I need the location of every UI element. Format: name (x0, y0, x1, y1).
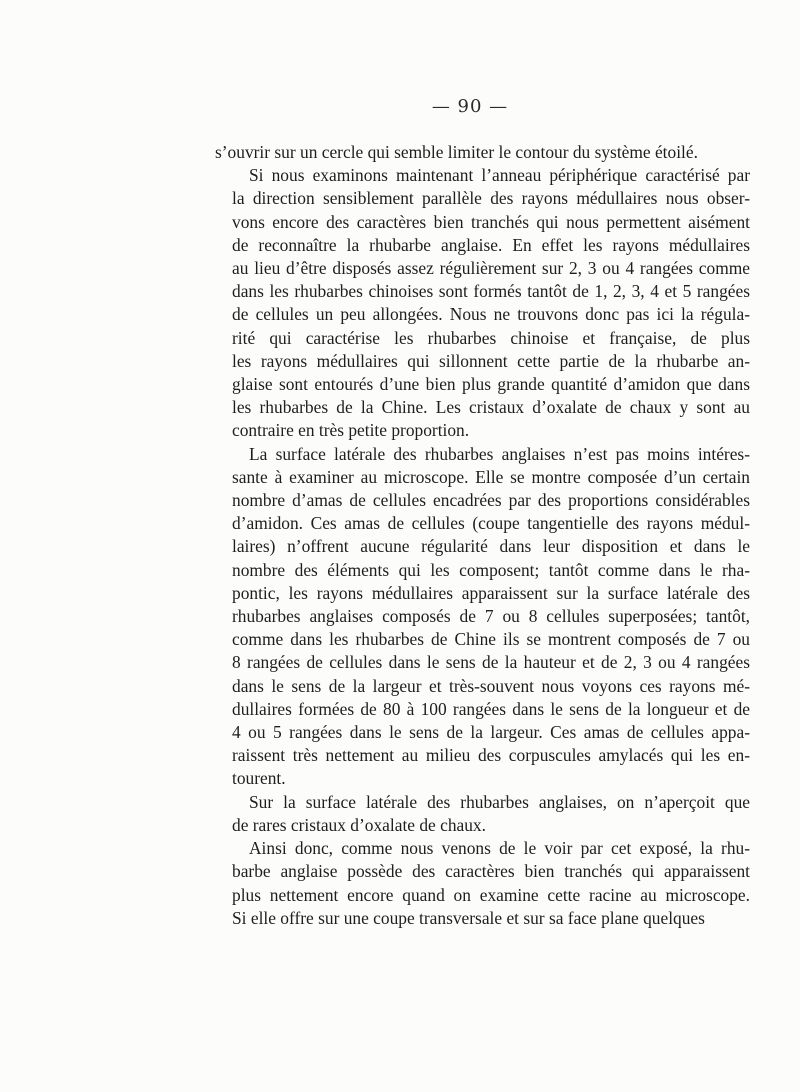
paragraph (215, 791, 750, 837)
text-line: nombre d’amas de cellules encadrées par des proportions considérables (232, 490, 750, 511)
text-line: comme dans les rhubarbes de Chine ils se montrent composés de 7 ou (232, 629, 750, 650)
text-line: Sur la surface latérale des rhubarbes anglaises, on n’aperçoit que (249, 791, 750, 812)
text-line: barbe anglaise possède des caractères bien tranchés qui apparaissent (232, 861, 750, 882)
text-line: les rhubarbes de la Chine. Les cristaux d’oxalate de chaux y sont au (232, 397, 750, 418)
text-line: de cellules un peu allongées. Nous ne trouvons donc pas ici la régula- (232, 304, 750, 325)
text-line: nombre des éléments qui les composent; tantôt comme dans le rha- (232, 559, 750, 580)
paragraph (215, 164, 750, 442)
text-line: 4 ou 5 rangées dans le sens de la largeur. Ces amas de cellules appa- (232, 722, 750, 743)
text-line: d’amidon. Ces amas de cellules (coupe tangentielle des rayons médul- (232, 513, 750, 534)
text-line: Si nous examinons maintenant l’anneau périphérique caractérisé par (249, 165, 750, 186)
text-line: Si elle offre sur une coupe transversale et sur sa face plane quelques (232, 907, 705, 928)
text-line: La surface latérale des rhubarbes anglaises n’est pas moins intéres- (249, 443, 750, 464)
text-line: la direction sensiblement parallèle des rayons médullaires nous obser- (232, 188, 750, 209)
paragraph (215, 443, 750, 791)
page-number: — 90 — (431, 96, 509, 117)
text-line: de rares cristaux d’oxalate de chaux. (232, 814, 486, 835)
text-line: rité qui caractérise les rhubarbes chinoise et française, de plus (232, 327, 750, 348)
text-line: les rayons médullaires qui sillonnent cette partie de la rhubarbe an- (232, 350, 750, 371)
text-line: raissent très nettement au milieu des corpuscules amylacés qui les en- (232, 745, 750, 766)
paragraph (215, 837, 750, 930)
text-line: de reconnaître la rhubarbe anglaise. En effet les rayons médullaires (232, 234, 750, 255)
text-line: pontic, les rayons médullaires apparaissent sur la surface latérale des (232, 582, 750, 603)
text-line: plus nettement encore quand on examine cette racine au microscope. (232, 884, 750, 905)
text-line: au lieu d’être disposés assez régulièrement sur 2, 3 ou 4 rangées comme (232, 258, 750, 279)
text-line: sante à examiner au microscope. Elle se montre composée d’un certain (232, 466, 750, 487)
text-line: dans le sens de la largeur et très-souvent nous voyons ces rayons mé- (232, 675, 750, 696)
body-text (215, 141, 750, 930)
text-line: laires) n’offrent aucune régularité dans leur disposition et dans le (232, 536, 750, 557)
text-line: tourent. (232, 768, 286, 789)
text-line: dullaires formées de 80 à 100 rangées dans le sens de la longueur et de (232, 698, 750, 719)
paragraph (215, 141, 750, 164)
text-line: 8 rangées de cellules dans le sens de la hauteur et de 2, 3 ou 4 rangées (232, 652, 750, 673)
text-line: dans les rhubarbes chinoises sont formés tantôt de 1, 2, 3, 4 et 5 rangées (232, 281, 750, 302)
text-line: rhubarbes anglaises composés de 7 ou 8 cellules superposées; tantôt, (232, 606, 750, 627)
text-line: contraire en très petite proportion. (232, 420, 470, 441)
text-line: s’ouvrir sur un cercle qui semble limiter le contour du système étoilé. (215, 142, 698, 162)
text-line: vons encore des caractères bien tranchés qui nous permettent aisément (232, 211, 750, 232)
text-line: Ainsi donc, comme nous venons de le voir par cet exposé, la rhu- (249, 838, 750, 859)
text-line: glaise sont entourés d’une bien plus grande quantité d’amidon que dans (232, 374, 750, 395)
